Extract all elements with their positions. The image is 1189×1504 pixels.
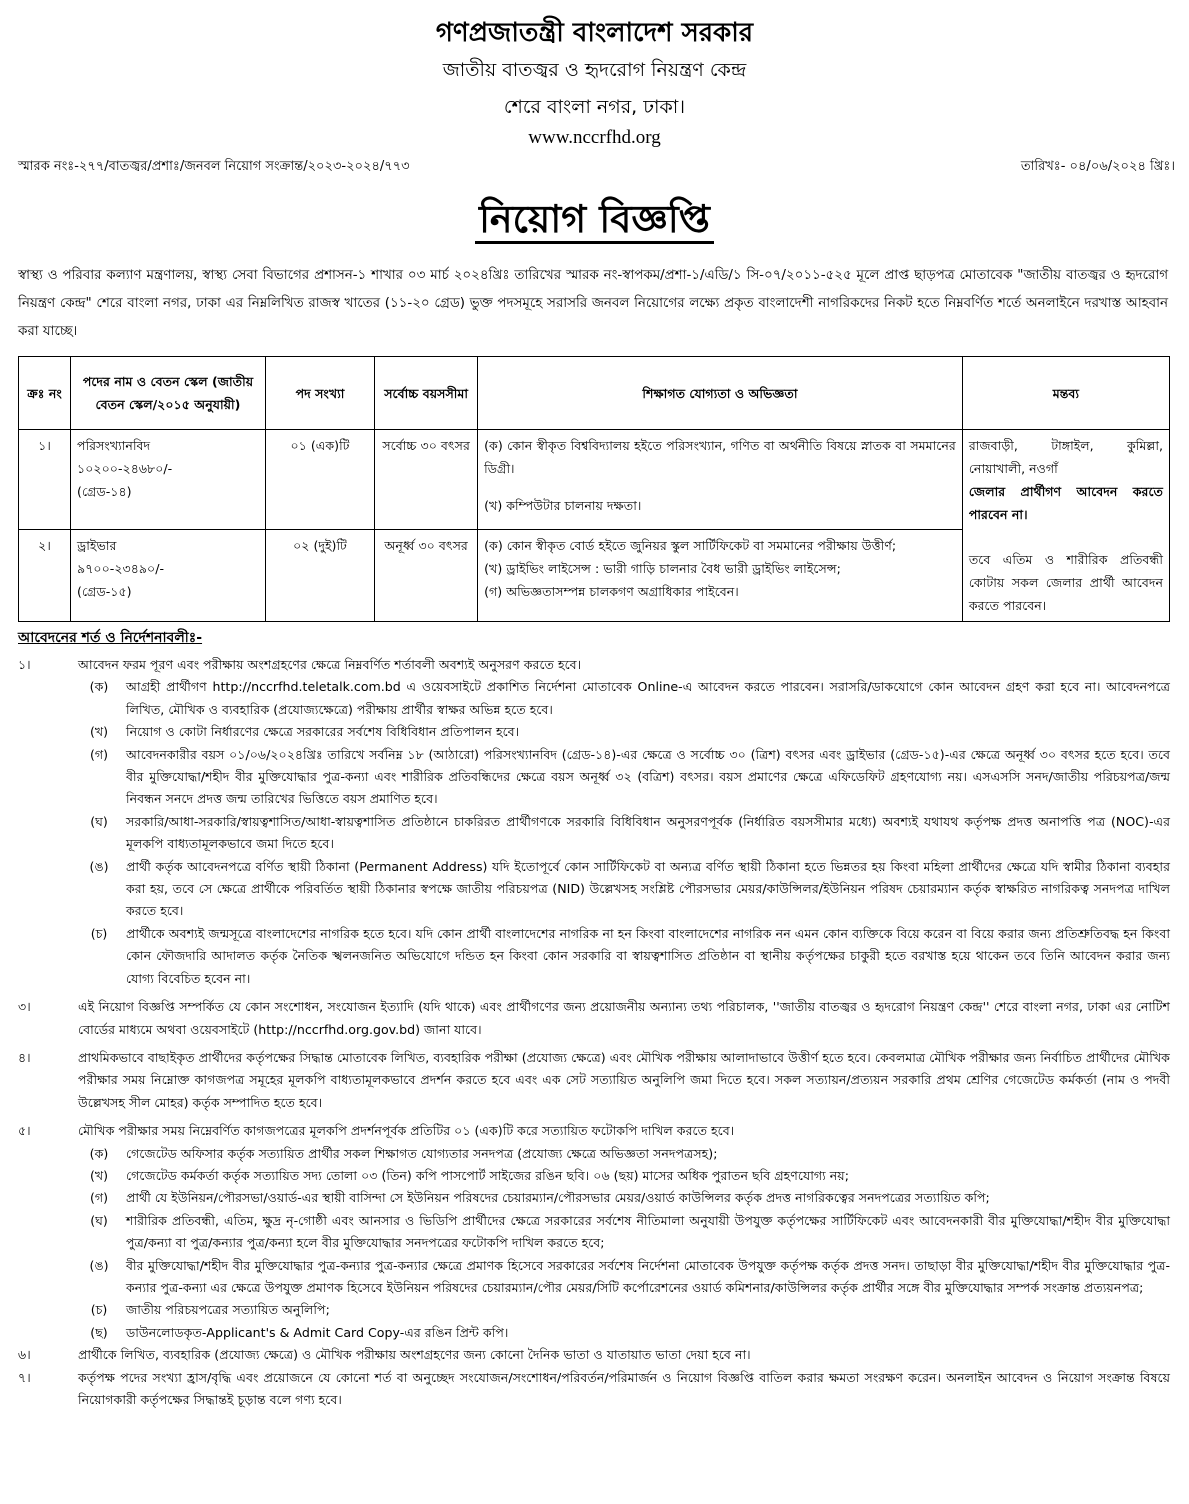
item-text: প্রার্থী কর্তৃক আবেদনপত্রে বর্ণিত স্থায়ী ঠিকানা (Permanent Address) যদি ইতোপূর্বে কোন সার্টিফিকেট বা অন্যত্র বর্ণিত স্থায়ী ঠিকানা হতে ভিন্নতর হয় কিংবা মহিলা প্রার্থীদের ক্ষেত্রে যদি স্বামীর ঠিকানা ব্যবহার করা হয়, তবে সে ক্ষেত্রে প্রার্থীকে পরিবর্তিত স্থায়ী ঠিকানার স্বপক্ষে জাতীয় পরিচয়পত্র (NID) উল্লেখসহ সংশ্লিষ্ট পৌরসভার মেয়র/কাউন্সিলর/ইউনিয়ন পরিষদ চেয়ারম্যান কর্তৃক স্বাক্ষরিত নাগরিকত্ব সনদপত্র দাখিল করতে হবে। xyxy=(126,858,1170,919)
govt-title: গণপ্রজাতন্ত্রী বাংলাদেশ সরকার xyxy=(435,18,754,48)
list-item xyxy=(18,1344,1170,1366)
list-item xyxy=(18,1255,1170,1300)
qualification-a: (ক) কোন স্বীকৃত বোর্ড হইতে জুনিয়র স্কুল সার্টিফিকেট বা সমমানের পরীক্ষায় উত্তীর্ণ; xyxy=(484,538,897,553)
item-text: আবেদন ফরম পূরণ এবং পরীক্ষায় অংশগ্রহণের ক্ষেত্রে নিম্নবর্ণিত শর্তাবলী অবশ্যই অনুসরণ করতে হবে। xyxy=(78,657,582,672)
item-text: কর্তৃপক্ষ পদের সংখ্যা হ্রাস/বৃদ্ধি এবং প্রয়োজনে যে কোনো শর্ত বা অনুচ্ছেদ সংযোজন/সংশোধন/পরিবর্তন/পরিমার্জন ও নিয়োগ বিজ্ঞপ্তি বাতিল করার ক্ষমতা সংরক্ষণ করেন। অনলাইন আবেদন ও নিয়োগ সংক্রান্ত বিষয়ে নিয়োগকারী কর্তৃপক্ষের সিদ্ধান্তই চূড়ান্ত বলে গণ্য হবে। xyxy=(78,1369,1170,1407)
intro-paragraph: স্বাস্থ্য ও পরিবার কল্যাণ মন্ত্রণালয়, স্বাস্থ্য সেবা বিভাগের প্রশাসন-১ শাখার ০৩ মার্চ ২০২৪খ্রিঃ তারিখের স্মারক নং-স্বাপকম/প্রশা-১/এডি/১ সি-০৭/২০১১-৫২৫ মূলে প্রাপ্ত ছাড়পত্র মোতাবেক "জাতীয় বাতজ্বর ও হৃদরোগ নিয়ন্ত্রণ কেন্দ্র" শেরে বাংলা নগর, ঢাকা এর নিম্নলিখিত রাজস্ব খাতের (১১-২০ গ্রেড) ভুক্ত পদসমূহে সরাসরি জনবল নিয়োগের লক্ষ্যে প্রকৃত বাংলাদেশী নাগরিকদের নিকট হতে নিম্নবর্ণিত শর্তে অনলাইনে দরখাস্ত আহবান করা যাচ্ছে। xyxy=(18,268,1168,339)
item-text: শারীরিক প্রতিবন্ধী, এতিম, ক্ষুদ্র নৃ-গোষ্ঠী এবং আনসার ও ভিডিপি প্রার্থীদের ক্ষেত্রে সরকারের সর্বশেষ নীতিমালা অনুযায়ী উপযুক্ত কর্তৃপক্ষের সার্টিফিকেট এবং আবেদনকারী বীর মুক্তিযোদ্ধা/শহীদ বীর মুক্তিযোদ্ধা পুত্র/কন্যা বা পুত্র/কন্যার পুত্র/কন্যা হলে বীর মুক্তিযোদ্ধার সনদপত্রের ফটোকপি দাখিল করতে হবে; xyxy=(126,1212,1170,1251)
remarks-cell xyxy=(962,430,1169,622)
row-age: অনূর্ধ্ব ৩০ বৎসর xyxy=(375,530,478,622)
item-text: মৌখিক পরীক্ষার সময় নিম্নেবর্ণিত কাগজপত্রের মূলকপি প্রদর্শনপূর্বক প্রতিটির ০১ (এক)টি করে সত্যায়িত ফটোকপি দাখিল করতে হবে। xyxy=(78,1123,735,1139)
item-number: ৪। xyxy=(18,1049,31,1065)
list-item xyxy=(18,1210,1170,1255)
notice-date: তারিখঃ- ০৪/০৬/২০২৪ খ্রিঃ। xyxy=(1020,159,1175,174)
item-number: (ঙ) xyxy=(89,858,109,874)
list-item xyxy=(18,923,1170,990)
conditions-list xyxy=(18,654,1170,1411)
item-text: এই নিয়োগ বিজ্ঞপ্তি সম্পর্কিত যে কোন সংশোধন, সংযোজন ইত্যাদি (যদি থাকে) এবং প্রার্থীগণের জন্য প্রয়োজনীয় অন্যান্য তথ্য পরিচালক, ''জাতীয় বাতজ্বর ও হৃদরোগ নিয়ন্ত্রণ কেন্দ্র'' শেরে বাংলা নগর, ঢাকা এর নোটিশ বোর্ডের মাধ্যমে অথবা ওয়েবসাইটে (http://nccrfhd.org.gov.bd) জানা যাবে। xyxy=(78,999,1170,1037)
item-text: আগ্রহী প্রার্থীগণ http://nccrfhd.teletalk.com.bd এ ওয়েবসাইটে প্রকাশিত নির্দেশনা মোতাবেক Online-এ আবেদন করতে পারবেন। সরাসরি/ডাকযোগে কোন আবেদন গ্রহণ করা হবে না। আবেদনপত্রে লিখিত, মৌখিক ও ব্যবহারিক (প্রযোজ্যক্ষেত্রে) পরীক্ষায় প্রার্থীর স্বাক্ষর অভিন্ন হতে হবে। xyxy=(126,679,1170,717)
item-text: প্রার্থীকে অবশ্যই জন্মসূত্রে বাংলাদেশের নাগরিক হতে হবে। যদি কোন প্রার্থী বাংলাদেশের নাগরিক না হন কিংবা বাংলাদেশের নাগরিক নন এমন কোন ব্যক্তিকে বিয়ে করেন বা বিয়ে করার জন্য প্রতিশ্রুতিবদ্ধ হন কিংবা কোন ফৌজদারি আদালত কর্তৃক নৈতিক স্খলনজনিত অভিযোগে দন্ডিত হন কিংবা কোন সরকারি বা স্বায়ত্বশাসিত প্রতিষ্ঠান বা স্থানীয় কর্তৃপক্ষের চাকুরী হতে বরখাস্ত হয়ে থাকেন তবে তিনি আবেদন করার জন্য যোগ্য বিবেচিত হবেন না। xyxy=(126,925,1170,986)
row-qualification xyxy=(478,530,963,622)
item-number: (ঘ) xyxy=(90,813,108,829)
item-number: ১। xyxy=(18,657,31,672)
list-item xyxy=(18,654,1170,676)
item-number: (ক) xyxy=(89,1145,109,1161)
list-item xyxy=(18,1120,1170,1142)
list-item xyxy=(18,1187,1170,1209)
col-remarks: মন্তব্য xyxy=(962,357,1169,430)
item-number: ৫। xyxy=(18,1123,31,1139)
item-number: (চ) xyxy=(90,925,108,941)
row-post xyxy=(71,530,266,622)
item-text: প্রার্থী যে ইউনিয়ন/পৌরসভা/ওয়ার্ড-এর স্থায়ী বাসিন্দা সে ইউনিয়ন পরিষদের চেয়ারম্যান/পৌরসভার মেয়র/ওয়ার্ড কাউন্সিলর কর্তৃক প্রদত্ত নাগরিকত্বের সনদপত্রের সত্যায়িত কপি; xyxy=(126,1190,990,1206)
list-item xyxy=(18,676,1170,721)
list-item xyxy=(18,856,1170,923)
item-text: আবেদনকারীর বয়স ০১/০৬/২০২৪খ্রিঃ তারিখে সর্বনিম্ন ১৮ (আঠারো) পরিসংখ্যানবিদ (গ্রেড-১৪)-এর ক্ষেত্রে ও সর্বোচ্চ ৩০ (ত্রিশ) বৎসর এবং ড্রাইভার (গ্রেড-১৫)-এর ক্ষেত্রে অনূর্ধ্ব ৩০ বৎসর হতে হবে। তবে বীর মুক্তিযোদ্ধা/শহীদ বীর মুক্তিযোদ্ধার পুত্র-কন্যা এবং শারীরিক প্রতিবন্ধিদের ক্ষেত্রে বয়স অনূর্ধ্ব ৩২ (বত্রিশ) বৎসর। বয়স প্রমাণের ক্ষেত্রে এফিডেফিট গ্রহণযোগ্য নয়। এসএসসি সনদ/জাতীয় পরিচয়পত্র/জন্ম নিবন্ধন সনদে প্রদত্ত জন্ম তারিখের ভিত্তিতে বয়স প্রমাণিত হবে। xyxy=(126,746,1170,807)
list-item xyxy=(18,1367,1170,1412)
item-text: ডাউনলোডকৃত-Applicant's & Admit Card Copy-এর রঙিন প্রিন্ট কপি। xyxy=(126,1324,509,1340)
item-number: ৬। xyxy=(18,1347,31,1363)
item-text: গেজেটেড অফিসার কর্তৃক সত্যায়িত প্রার্থীর সকল শিক্ষাগত যোগ্যতার সনদপত্র (প্রযোজ্য ক্ষেত্রে অভিজ্ঞতা সনদপত্রসহ); xyxy=(126,1145,718,1161)
list-item xyxy=(18,721,1170,743)
row-count: ০২ (দুই)টি xyxy=(265,530,374,622)
row-post xyxy=(71,430,266,530)
item-text: প্রাথমিকভাবে বাছাইকৃত প্রার্থীদের কর্তৃপক্ষের সিদ্ধান্ত মোতাবেক লিখিত, ব্যবহারিক পরীক্ষা (প্রযোজ্য ক্ষেত্রে) এবং মৌখিক পরীক্ষায় আলাদাভাবে উত্তীর্ণ হতে হবে। কেবলমাত্র মৌখিক পরীক্ষার জন্য নির্বাচিত প্রার্থীদের মৌখিক পরীক্ষার সময় নিম্নোক্ত কাগজপত্র সমূহের মূলকপি বাধ্যতামূলকভাবে প্রদর্শন করতে হবে এবং এক সেট সত্যায়িত অনুলিপি জমা দিতে হবে। সকল সত্যায়ন/প্রত্যয়ন সরকারি প্রথম শ্রেণির গেজেটেড কর্মকর্তা (নাম ও পদবী উল্লেখসহ সীল মোহর) কর্তৃক সম্পাদিত হতে হবে। xyxy=(78,1049,1170,1110)
item-number: (ঙ) xyxy=(89,1257,109,1273)
row-age: সর্বোচ্চ ৩০ বৎসর xyxy=(375,430,478,530)
item-number: (গ) xyxy=(89,746,109,762)
row-count: ০১ (এক)টি xyxy=(265,430,374,530)
conditions-heading: আবেদনের শর্ত ও নির্দেশনাবলীঃ- xyxy=(18,630,203,646)
institute-name: জাতীয় বাতজ্বর ও হৃদরোগ নিয়ন্ত্রণ কেন্দ্র xyxy=(442,59,747,81)
list-item xyxy=(18,811,1170,856)
post-grade: (গ্রেড-১৫) xyxy=(77,584,132,599)
post-name: ড্রাইভার xyxy=(77,538,117,553)
row-qualification xyxy=(478,430,963,530)
qualification-a: (ক) কোন স্বীকৃত বিশ্ববিদ্যালয় হইতে পরিসংখ্যান, গণিত বা অর্থনীতি বিষয়ে স্নাতক বা সমমানের ডিগ্রী। xyxy=(484,438,956,476)
item-text: গেজেটেড কর্মকর্তা কর্তৃক সত্যায়িত সদ্য তোলা ০৩ (তিন) কপি পাসপোর্ট সাইজের রঙিন ছবি। ০৬ (ছয়) মাসের অধিক পুরাতন ছবি গ্রহণযোগ্য নয়; xyxy=(126,1167,849,1183)
col-post-count: পদ সংখ্যা xyxy=(265,357,374,430)
item-text: বীর মুক্তিযোদ্ধা/শহীদ বীর মুক্তিযোদ্ধার পুত্র-কন্যার পুত্র-কন্যার ক্ষেত্রে প্রমাণক হিসেবে সরকারের সর্বশেষ নির্দেশনা মোতাবেক উপযুক্ত কর্তৃপক্ষ কর্তৃক প্রদত্ত সনদ। তাছাড়া বীর মুক্তিযোদ্ধা/শহীদ বীর মুক্তিযোদ্ধার পুত্র-কন্যার পুত্র-কন্যা এর ক্ষেত্রে উপযুক্ত প্রমাণক হিসেবে ইউনিয়ন পরিষদের চেয়ারম্যান/পৌর মেয়র/সিটি কর্পোরেশনের ওয়ার্ড কমিশনার/কাউন্সিলর কর্তৃক প্রার্থীর সঙ্গে বীর মুক্তিযোদ্ধার সম্পর্ক সংক্রান্ত প্রত্যয়নপত্র; xyxy=(126,1257,1170,1295)
qualification-b: (খ) ড্রাইভিং লাইসেন্স : ভারী গাড়ি চালনার বৈধ ভারী ড্রাইভিং লাইসেন্স; xyxy=(484,561,841,576)
remarks-districts: রাজবাড়ী, টাঙ্গাইল, কুমিল্লা, নোয়াখালী, নওগাঁ xyxy=(968,438,1163,476)
item-number: ৩। xyxy=(18,999,31,1015)
remarks-exception: তবে এতিম ও শারীরিক প্রতিবন্ধী কোটায় সকল জেলার প্রার্থী আবেদন করতে পারবেন। xyxy=(968,552,1163,613)
list-item xyxy=(18,1047,1170,1114)
list-item xyxy=(18,1322,1170,1344)
row-serial: ২। xyxy=(19,530,71,622)
item-text: প্রার্থীকে লিখিত, ব্যবহারিক (প্রযোজ্য ক্ষেত্রে) ও মৌখিক পরীক্ষায় অংশগ্রহণের জন্য কোনো দৈনিক ভাতা ও যাতায়াত ভাতা দেয়া হবে না। xyxy=(78,1347,751,1363)
posts-table xyxy=(18,356,1170,622)
col-age-limit: সর্বোচ্চ বয়সসীমা xyxy=(375,357,478,430)
list-item xyxy=(18,744,1170,811)
notice-title xyxy=(0,190,1189,254)
item-number: (ক) xyxy=(89,679,109,695)
item-number: (গ) xyxy=(89,1190,109,1206)
post-scale: ১০২০০-২৪৬৮০/- xyxy=(77,461,173,476)
table-header-row xyxy=(19,357,1170,430)
post-scale: ৯৭০০-২৩৪৯০/- xyxy=(77,561,165,576)
qualification-b: (খ) কম্পিউটার চালনায় দক্ষতা। xyxy=(484,498,642,513)
memo-number: স্মারক নংঃ-২৭৭/বাতজ্বর/প্রশাঃ/জনবল নিয়োগ সংক্রান্ত/২০২৩-২০২৪/৭৭৩ xyxy=(18,159,410,174)
qualification-c: (গ) অভিজ্ঞতাসম্পন্ন চালকগণ অগ্রাধিকার পাইবেন। xyxy=(484,584,739,599)
item-number: (খ) xyxy=(89,724,109,740)
row-serial: ১। xyxy=(19,430,71,530)
item-text: সরকারি/আধা-সরকারি/স্বায়ত্বশাসিত/আধা-স্বায়ত্বশাসিত প্রতিষ্ঠানে চাকরিরত প্রার্থীগণকে সরকারি বিধিবিধান অনুসরণপূর্বক (নির্ধারিত বয়সসীমার মধ্যে) অবশ্যই যথাযথ কর্তৃপক্ষ প্রদত্ত অনাপত্তি পত্র (NOC)-এর মূলকপি বাধ্যতামূলকভাবে জমা দিতে হবে। xyxy=(126,813,1170,852)
col-serial: ক্রঃ নং xyxy=(19,357,71,430)
post-grade: (গ্রেড-১৪) xyxy=(77,484,132,499)
list-item xyxy=(18,1143,1170,1165)
item-number: (ঘ) xyxy=(90,1212,108,1228)
institute-address: শেরে বাংলা নগর, ঢাকা। xyxy=(503,96,686,118)
item-text: নিয়োগ ও কোটা নির্ধারণের ক্ষেত্রে সরকারের সর্বশেষ বিধিবিধান প্রতিপালন হবে। xyxy=(126,724,520,740)
list-item xyxy=(18,1165,1170,1187)
notice-title-text: নিয়োগ বিজ্ঞপ্তি xyxy=(475,197,714,244)
website-link[interactable]: www.nccrfhd.org xyxy=(528,127,661,148)
item-text: জাতীয় পরিচয়পত্রের সত্যায়িত অনুলিপি; xyxy=(126,1302,330,1318)
remarks-restriction: জেলার প্রার্থীগণ আবেদন করতে পারবেন না। xyxy=(968,484,1163,522)
list-item xyxy=(18,996,1170,1041)
item-number: (ছ) xyxy=(90,1324,108,1340)
item-number: ৭। xyxy=(18,1369,31,1385)
table-row xyxy=(19,430,1170,530)
col-post-name: পদের নাম ও বেতন স্কেল (জাতীয় বেতন স্কেল/২০১৫ অনুযায়ী) xyxy=(71,357,266,430)
list-item xyxy=(18,1299,1170,1321)
post-name: পরিসংখ্যানবিদ xyxy=(77,438,151,453)
col-qualification: শিক্ষাগত যোগ্যতা ও অভিজ্ঞতা xyxy=(478,357,963,430)
item-number: (চ) xyxy=(90,1302,108,1318)
item-number: (খ) xyxy=(89,1167,109,1183)
